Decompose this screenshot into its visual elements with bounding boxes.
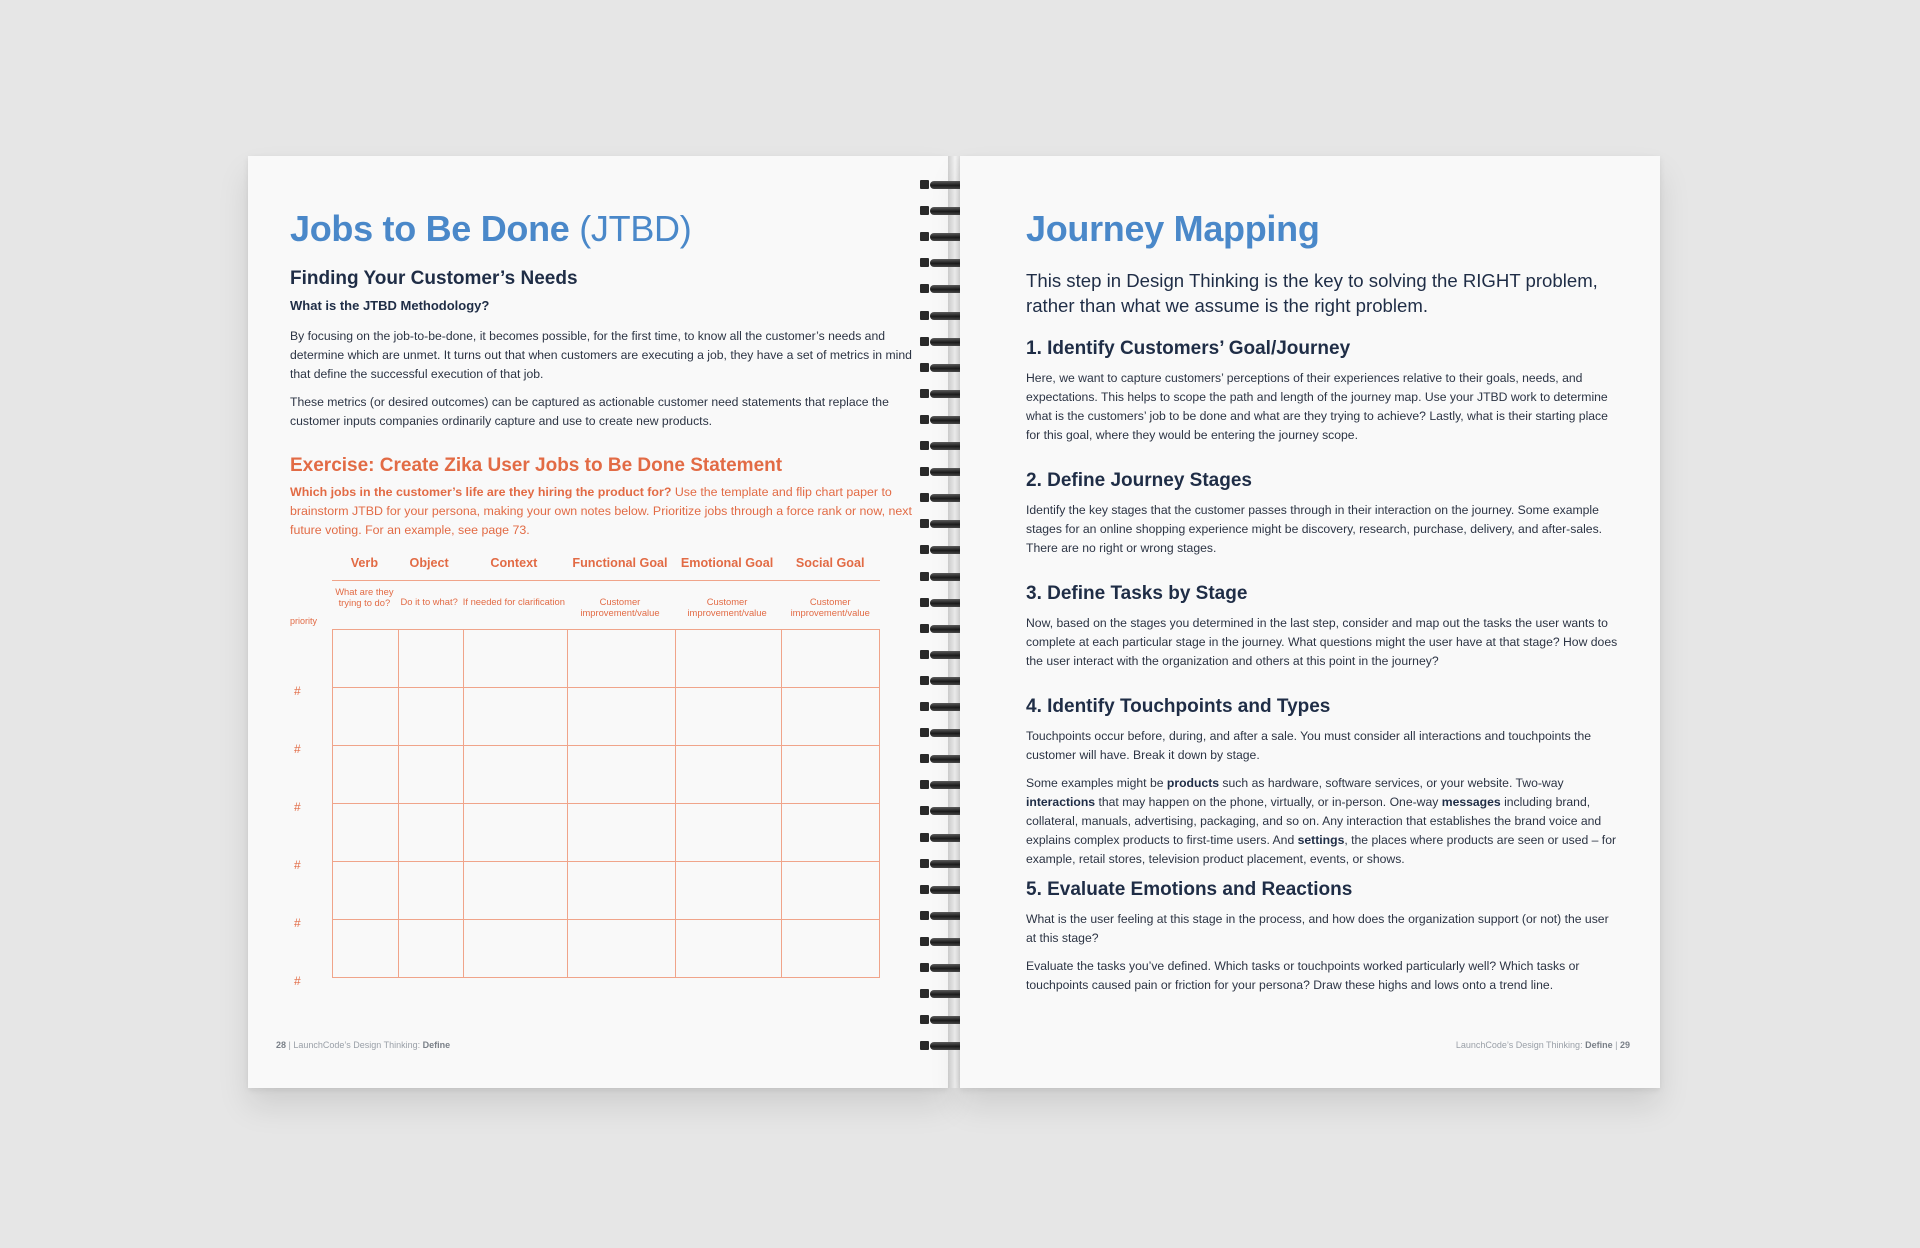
table-row <box>333 687 879 745</box>
punch-hole <box>920 963 929 972</box>
punch-hole <box>920 441 929 450</box>
section-4-text-2 <box>1026 774 1620 869</box>
grid-cell <box>675 920 782 977</box>
col-sub-emotional-goal: Customer improvement/value <box>687 596 767 618</box>
grid-cell <box>781 688 879 745</box>
grid-cell <box>463 630 568 687</box>
punch-hole <box>920 937 929 946</box>
col-sub-object: Do it to what? <box>400 596 458 607</box>
text-run: , the places where products are seen or used – for example, retail stores, television product placement, events, or shows. <box>1026 833 1617 866</box>
exercise-title: Exercise: Create Zika User Jobs to Be Done Statement <box>290 455 783 476</box>
punch-hole <box>920 284 929 293</box>
table-row <box>333 803 879 861</box>
footer-book-title: LaunchCode’s Design Thinking: <box>1455 1040 1583 1050</box>
paragraph-1: By focusing on the job-to-be-done, it becomes possible, for the first time, to know all the customer’s needs and determine which are unmet. It turns out that when customers are executing a job, they have a set of metrics in mind that define the successful execution of that job. <box>290 329 912 381</box>
grid-cell <box>333 688 398 745</box>
spacer <box>1026 680 1620 696</box>
grid-cell <box>781 630 879 687</box>
exercise-body: Use the template and flip chart paper to brainstorm JTBD for your persona, making your own notes below. Prioritize jobs through a force rank or now, next future voting. For an example, see page 73. <box>290 485 912 537</box>
section-5-text-1: What is the user feeling at this stage in the process, and how does the organization support (or not) the user at this stage? <box>1026 912 1609 945</box>
grid-cell <box>675 746 782 803</box>
page-title-journey-mapping: Journey Mapping <box>1026 208 1320 249</box>
subtitle: Finding Your Customer’s Needs <box>290 268 578 289</box>
col-sub-verb: What are they trying to do? <box>335 586 394 608</box>
grid-cell <box>675 630 782 687</box>
spacer <box>1026 567 1620 583</box>
left-page <box>248 156 948 1088</box>
grid-cell <box>333 630 398 687</box>
punch-hole <box>920 780 929 789</box>
grid-cell <box>333 920 398 977</box>
grid-cell <box>567 920 675 977</box>
punch-hole <box>920 389 929 398</box>
punch-hole <box>920 258 929 267</box>
grid-cell <box>333 862 398 919</box>
col-sub-context: If needed for clarification <box>462 596 565 607</box>
lead-paragraph: This step in Design Thinking is the key to solving the RIGHT problem, rather than what we assume is the right problem. <box>1026 270 1598 316</box>
grid-cell <box>333 804 398 861</box>
grid-cell <box>567 746 675 803</box>
jtbd-worksheet-table <box>290 556 880 988</box>
punch-hole <box>920 754 929 763</box>
exercise-instructions <box>290 483 912 540</box>
page-number-left: 28 <box>276 1040 287 1050</box>
punch-hole <box>920 989 929 998</box>
punch-hole <box>920 467 929 476</box>
grid-cell <box>463 688 568 745</box>
grid-cell <box>567 688 675 745</box>
grid-cell <box>398 804 463 861</box>
page-title-jtbd <box>290 208 912 250</box>
punch-hole <box>920 493 929 502</box>
grid-cell <box>781 804 879 861</box>
grid-cell <box>781 862 879 919</box>
punch-hole <box>920 363 929 372</box>
grid-cell <box>567 804 675 861</box>
grid-cell <box>567 630 675 687</box>
row-marker: # <box>294 742 301 756</box>
section-5-text-2: Evaluate the tasks you’ve defined. Which tasks or touchpoints worked particularly well? Which tasks or touchpoints caused pain or friction for your persona? Draw these highs and lows onto a trend line. <box>1026 959 1580 992</box>
punch-hole <box>920 702 929 711</box>
punch-hole <box>920 650 929 659</box>
col-head-social-goal: Social Goal <box>795 556 865 570</box>
page-number-right: 29 <box>1619 1040 1630 1050</box>
punch-hole <box>920 885 929 894</box>
col-sub-functional-goal: Customer improvement/value <box>580 596 660 618</box>
punch-hole <box>920 833 929 842</box>
title-suffix: (JTBD) <box>579 208 692 249</box>
punch-hole <box>920 180 929 189</box>
grid-cell <box>463 862 568 919</box>
col-head-emotional-goal: Emotional Goal <box>680 556 774 570</box>
grid-cell <box>675 804 782 861</box>
col-head-verb: Verb <box>350 556 379 570</box>
row-marker: # <box>294 684 301 698</box>
punch-hole <box>920 806 929 815</box>
row-marker: # <box>294 800 301 814</box>
text-run: that may happen on the phone, virtually, or in-person. One-way <box>1095 795 1442 809</box>
footer-separator: | <box>1615 1040 1618 1050</box>
text-run: such as hardware, software services, or your website. Two-way <box>1219 776 1564 790</box>
row-marker: # <box>294 858 301 872</box>
paragraph-2: These metrics (or desired outcomes) can be captured as actionable customer need statements that replace the customer inputs companies ordinarily capture and use to create new products. <box>290 395 889 428</box>
grid-cell <box>463 804 568 861</box>
punch-hole <box>920 1041 929 1050</box>
grid-cell <box>675 688 782 745</box>
section-3-title: 3. Define Tasks by Stage <box>1026 583 1248 604</box>
section-2-title: 2. Define Journey Stages <box>1026 470 1252 491</box>
text-run: including brand, collateral, manuals, advertising, packaging, and so on. Any interaction that establishes the brand voice and explains complex products to first-time users. And <box>1026 795 1602 847</box>
grid-cell <box>463 920 568 977</box>
exercise-question: Which jobs in the customer’s life are they hiring the product for? <box>290 485 672 499</box>
spacer <box>1026 454 1620 470</box>
section-4-title: 4. Identify Touchpoints and Types <box>1026 696 1331 717</box>
grid-cell <box>567 862 675 919</box>
punch-hole <box>920 911 929 920</box>
punch-hole <box>920 1015 929 1024</box>
grid-cell <box>398 920 463 977</box>
grid-cell <box>398 630 463 687</box>
grid-cell <box>398 688 463 745</box>
punch-hole <box>920 519 929 528</box>
col-sub-social-goal: Customer improvement/value <box>790 596 870 618</box>
grid-cell <box>781 746 879 803</box>
punch-hole <box>920 676 929 685</box>
title-main: Jobs to Be Done <box>290 208 570 249</box>
punch-hole <box>920 598 929 607</box>
keyword-interactions: interactions <box>1026 795 1096 809</box>
section-4-text-1: Touchpoints occur before, during, and after a sale. You must consider all interactions and touchpoints the customer will have. Break it down by stage. <box>1026 729 1592 762</box>
section-1-text: Here, we want to capture customers’ perceptions of their experiences relative to their goals, needs, and expectations. This helps to scope the path and length of the journey map. Use your JTBD work to determine what is the customers’ job to be done and what are they trying to achieve? Lastly, what is their starting place for this goal, where they would be entering the journey scope. <box>1026 371 1608 442</box>
col-head-context: Context <box>490 556 538 570</box>
right-page <box>960 156 1660 1088</box>
footer-section: Define <box>422 1040 451 1050</box>
grid-cell <box>463 746 568 803</box>
priority-label: priority <box>290 616 318 626</box>
keyword-settings: settings <box>1297 833 1345 847</box>
punch-hole <box>920 206 929 215</box>
table-row <box>333 861 879 919</box>
table-row <box>333 630 879 687</box>
section-3-text: Now, based on the stages you determined in the last step, consider and map out the tasks the user wants to complete at each particular stage in the journey. What questions might the user have at that stage? How does the user interact with the organization and others at this point in the journey? <box>1026 616 1618 668</box>
section-5-title: 5. Evaluate Emotions and Reactions <box>1026 879 1353 900</box>
punch-hole <box>920 311 929 320</box>
section-1-title: 1. Identify Customers’ Goal/Journey <box>1026 338 1351 359</box>
footer-book-title: LaunchCode’s Design Thinking: <box>293 1040 421 1050</box>
punch-hole <box>920 337 929 346</box>
punch-hole <box>920 572 929 581</box>
grid-cell <box>398 862 463 919</box>
grid-cell <box>333 746 398 803</box>
punch-hole <box>920 232 929 241</box>
col-head-object: Object <box>409 556 449 570</box>
footer-separator: | <box>288 1040 291 1050</box>
punch-hole <box>920 415 929 424</box>
column-headers <box>332 556 880 570</box>
keyword-messages: messages <box>1441 795 1501 809</box>
footer-section: Define <box>1585 1040 1613 1050</box>
table-row <box>333 745 879 803</box>
punch-hole <box>920 728 929 737</box>
text-run: Some examples might be <box>1026 776 1167 790</box>
row-marker: # <box>294 916 301 930</box>
keyword-products: products <box>1166 776 1220 790</box>
punch-hole <box>920 545 929 554</box>
table-row <box>333 919 879 977</box>
column-subheaders <box>332 587 880 629</box>
worksheet-grid <box>332 629 880 978</box>
header-rule <box>332 580 880 581</box>
right-footer <box>1456 1040 1630 1050</box>
punch-hole <box>920 859 929 868</box>
section-2-text: Identify the key stages that the customer passes through in their interaction on the journey. Some example stages for an online shopping experience might be discovery, research, purchase, delivery, and after-sales. There are no right or wrong stages. <box>1026 503 1603 555</box>
question-heading: What is the JTBD Methodology? <box>290 298 490 313</box>
grid-cell <box>675 862 782 919</box>
row-marker: # <box>294 974 301 988</box>
punch-hole <box>920 624 929 633</box>
grid-cell <box>781 920 879 977</box>
col-head-functional-goal: Functional Goal <box>572 556 668 570</box>
grid-cell <box>398 746 463 803</box>
left-footer <box>276 1040 450 1050</box>
